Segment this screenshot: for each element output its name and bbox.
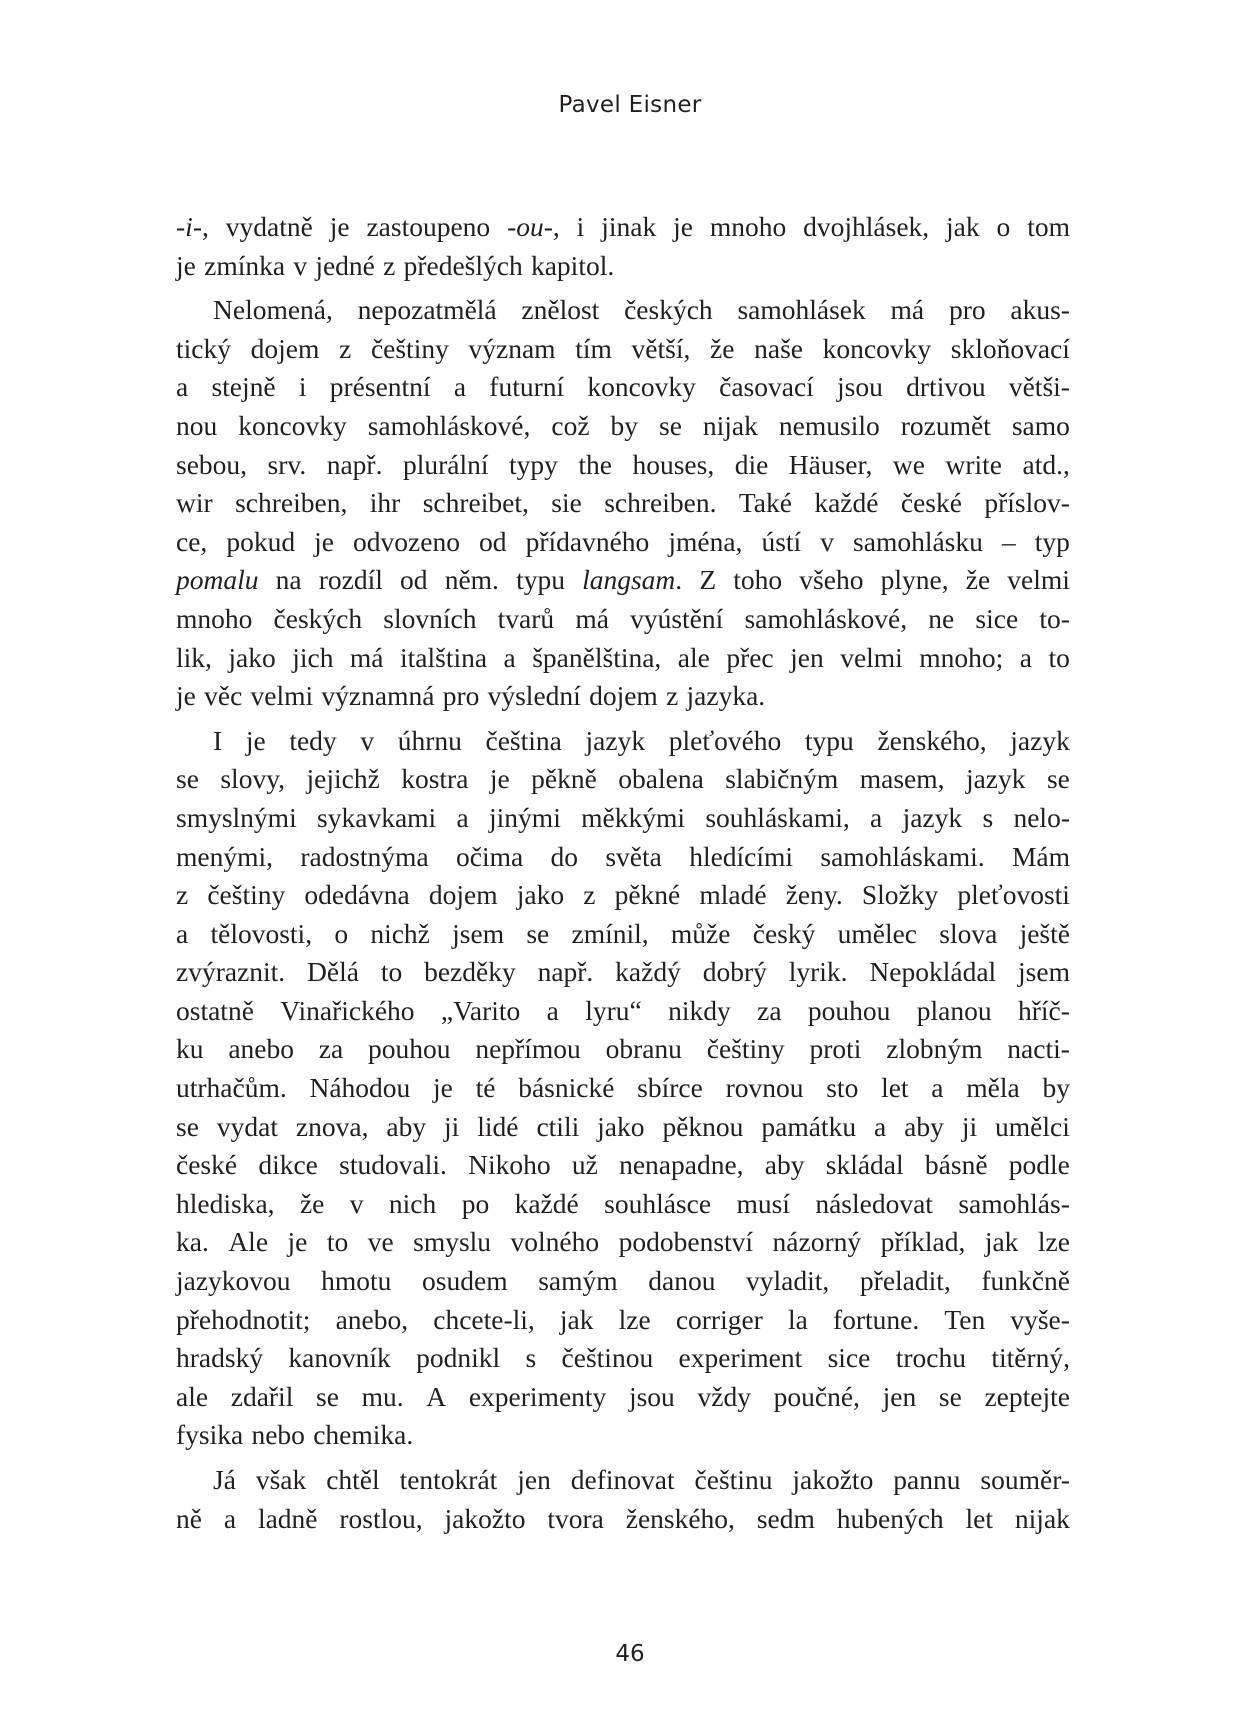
text-line: wir schreiben, ihr schreibet, sie schreiben. Také každé české příslov-: [176, 487, 1070, 519]
text-line: smyslnými sykavkami a jinými měkkými souhláskami, a jazyk s nelo-: [176, 801, 1070, 833]
body-text: [176, 208, 1070, 1538]
text-line: utrhačům. Náhodou je té básnické sbírce rovnou sto let a měla by: [176, 1072, 1070, 1104]
text-line: nou koncovky samohláskové, což by se nijak nemusilo rozumět samo: [176, 409, 1070, 441]
text-line: zvýraznit. Dělá to bezděky např. každý dobrý lyrik. Nepokládal jsem: [176, 956, 1070, 988]
paragraph: [176, 1461, 1070, 1538]
text-line: se vydat znova, aby ji lidé ctili jako pěknou památku a aby ji umělci: [176, 1110, 1070, 1142]
text-line: ně a ladně rostlou, jakožto tvora ženského, sedm hubených let nijak: [176, 1502, 1070, 1534]
text-line: české dikce studovali. Nikoho už nenapadne, aby skládal básně podle: [176, 1149, 1070, 1181]
text-line: z češtiny odedávna dojem jako z pěkné mladé ženy. Složky pleťovosti: [176, 879, 1070, 911]
text-line: I je tedy v úhrnu čeština jazyk pleťového typu ženského, jazyk: [213, 724, 1070, 756]
text-line: sebou, srv. např. plurální typy the houses, die Häuser, we write atd.,: [176, 448, 1070, 480]
text-line: ale zdařil se mu. A experimenty jsou vždy poučné, jen se zeptejte: [176, 1380, 1070, 1412]
text-line: pomalu na rozdíl od něm. typu langsam. Z toho všeho plyne, že velmi: [176, 564, 1070, 596]
text-line: a tělovosti, o nichž jsem se zmínil, může český umělec slova ještě: [176, 917, 1070, 949]
text-line: -i-, vydatně je zastoupeno -ou-, i jinak je mnoho dvojhlásek, jak o tom: [176, 211, 1070, 242]
running-head-author: Pavel Eisner: [558, 92, 702, 118]
text-line: fysika nebo chemika.: [176, 1419, 414, 1451]
paragraph: [176, 208, 1070, 285]
text-line: ostatně Vinařického „Varito a lyru“ nikdy za pouhou planou hříč-: [176, 994, 1070, 1026]
paragraph: [176, 291, 1070, 716]
text-line: Nelomená, nepozatmělá znělost českých samohlásek má pro akus-: [213, 294, 1070, 326]
page-number: 46: [615, 1641, 645, 1667]
text-line: přehodnotit; anebo, chcete-li, jak lze corriger la fortune. Ten vyše-: [176, 1303, 1070, 1335]
text-line: hlediska, že v nich po každé souhlásce musí následovat samohlás-: [176, 1187, 1070, 1219]
text-line: se slovy, jejichž kostra je pěkně obalena slabičným masem, jazyk se: [176, 763, 1070, 795]
text-line: Já však chtěl tentokrát jen definovat češtinu jakožto pannu souměr-: [213, 1464, 1070, 1495]
text-line: ce, pokud je odvozeno od přídavného jména, ústí v samohlásku – typ: [176, 525, 1070, 557]
text-line: tický dojem z češtiny význam tím větší, že naše koncovky skloňovací: [176, 332, 1070, 364]
text-line: ka. Ale je to ve smyslu volného podobenství názorný příklad, jak lze: [176, 1226, 1070, 1258]
text-line: lik, jako jich má italština a španělština, ale přec jen velmi mnoho; a to: [176, 641, 1070, 673]
text-line: jazykovou hmotu osudem samým danou vyladit, přeladit, funkčně: [176, 1265, 1070, 1297]
text-line: je věc velmi významná pro výslední dojem z jazyka.: [176, 680, 766, 712]
text-line: hradský kanovník podnikl s češtinou experiment sice trochu titěrný,: [176, 1342, 1070, 1374]
text-line: menými, radostnýma očima do světa hledícími samohláskami. Mám: [176, 840, 1070, 872]
text-line: a stejně i présentní a futurní koncovky časovací jsou drtivou větši-: [176, 371, 1070, 403]
text-line: ku anebo za pouhou nepřímou obranu češtiny proti zlobným nacti-: [176, 1033, 1070, 1065]
paragraph: [176, 722, 1070, 1455]
text-line: mnoho českých slovních tvarů má vyústění samohláskové, ne sice to-: [176, 602, 1070, 634]
text-line: je zmínka v jedné z předešlých kapitol.: [176, 249, 615, 281]
